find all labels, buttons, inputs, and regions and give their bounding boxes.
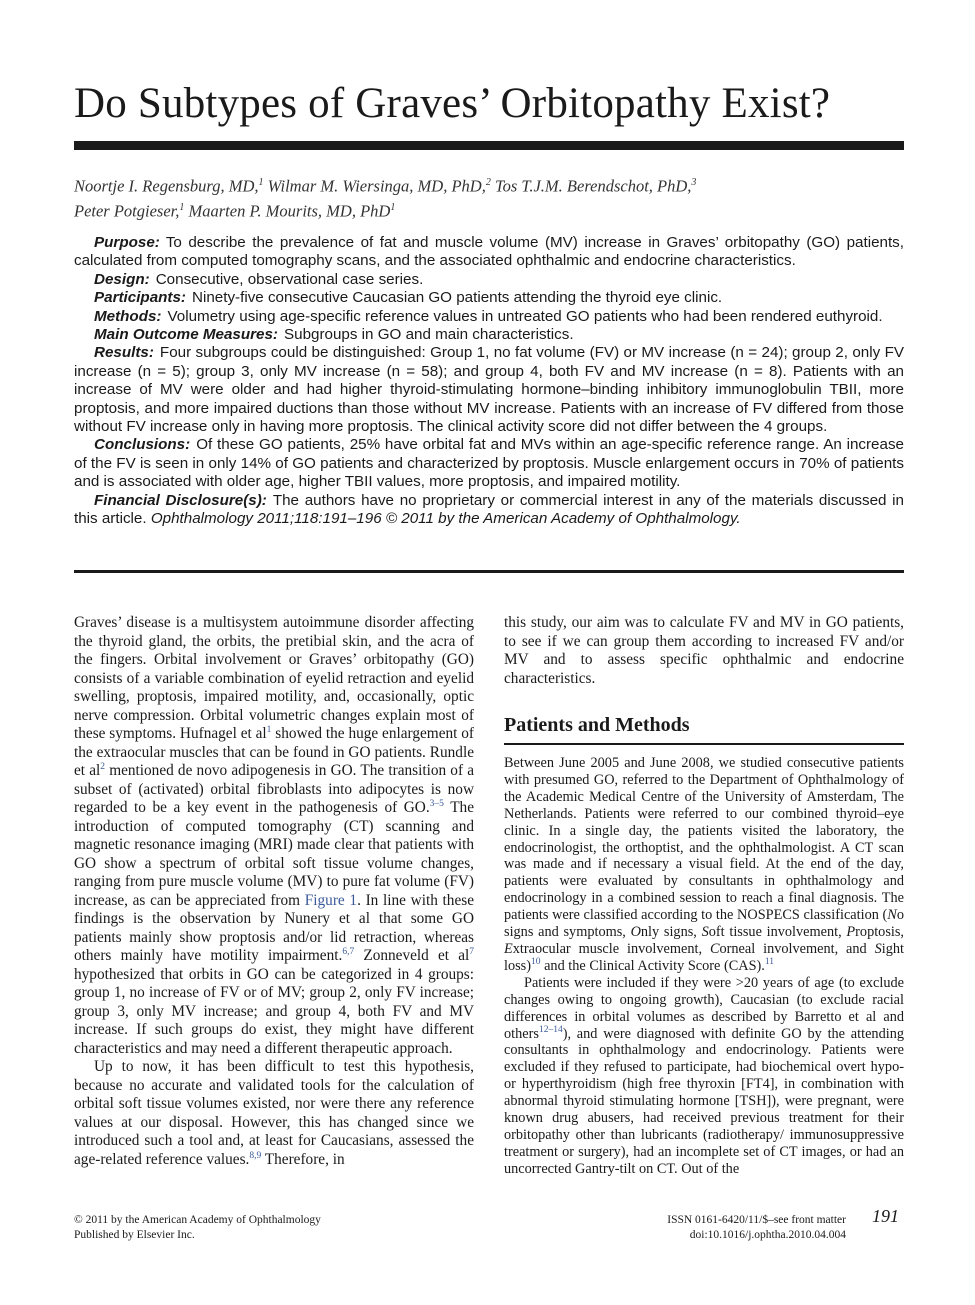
body-text: Up to now, it has been difficult to test this hypothesis, because no accurate and validated tools for the calculation of orbital soft tissue volumes existed, nor were there any reference values at our disposal. However, this has changed since we introduced such a tool and, at least for Caucasians, assessed the age-related reference values. [74, 1058, 474, 1168]
body-text: o signs and symptoms, [504, 907, 904, 941]
abstract-label: Results: [94, 344, 154, 362]
affiliation-marker: 1 [390, 201, 396, 213]
body-column-right [504, 614, 904, 1178]
reference-link[interactable]: 3–5 [429, 798, 444, 809]
author-name: Maarten P. Mourits, MD, PhD [184, 201, 391, 220]
body-text: Between June 2005 and June 2008, we studied consecutive patients with presumed GO, referred to the Department of Ophthalmology of the Academic Medical Centre of the University of Amsterdam, The Netherlands. Patients were referred to our combined thyroid–eye clinic. In a single day, the patients visited the laboratory, the endocrinologist, the orthoptist, and the ophthalmologist. A CT scan was made and if necessary a visual field. At the end of the day, patients were evaluated by consultants in ophthalmology and endocrinology in a combined session to reach a final diagnosis. The patients were classified according to the NOSPECS classification ( [504, 755, 904, 924]
abstract-label: Purpose: [94, 234, 160, 251]
body-text: . In line with these findings is the observation by Nunery et al that some GO patients mainly show proptosis and/or lid retraction, whereas others mainly have motility impairment. [74, 891, 474, 964]
author-line-1 [74, 172, 914, 197]
article-title: Do Subtypes of Graves’ Orbitopathy Exist? [74, 80, 831, 127]
reference-link[interactable]: 12–14 [538, 1024, 563, 1035]
affiliation-marker: 3 [691, 177, 697, 188]
body-text: S [874, 940, 882, 957]
body-text: S [701, 924, 709, 941]
reference-link[interactable]: 8,9 [249, 1150, 262, 1161]
body-text: E [504, 940, 513, 957]
abstract-text: Four subgroups could be distinguished: Group 1, no fat volume (FV) or MV increase (n = 24); group 2, only FV increase (n = 5); group 3, only MV increase (n = 58); and group 4, both FV and MV increase (n = 8). Patients with an increase of MV were older and had higher thyroid-stimulating hormone–binding inhibitory immunoglobulin TBII, more proptosis, and more impaired ductions than those without MV increase. Patients with an increase of FV differed from those without FV increase only in having more proptosis. The clinical activity score did not differ between the 4 groups. [74, 344, 904, 436]
body-paragraph [504, 755, 904, 975]
section-heading: Patients and Methods [504, 712, 904, 745]
affiliation-marker: 2 [485, 177, 491, 188]
body-column-left [74, 614, 474, 1169]
abstract-text: Consecutive, observational case series. [155, 270, 424, 288]
abstract-label: Conclusions: [94, 436, 191, 454]
body-text: xtraocular muscle involvement, [512, 940, 710, 957]
abstract-text: Volumetry using age-specific reference values in untreated GO patients who had been rendered euthyroid. [167, 307, 883, 325]
abstract-results [74, 344, 904, 436]
body-paragraph [74, 1058, 474, 1169]
body-text: ), and were diagnosed with definite GO by the attending consultants in ophthalmology and endocrinology. Patients were excluded if they refused to participate, had biochemical overt hypo- or hyperthyroidism (high free thyroxin [FT4], in combination with abnormal thyroid stimulating hormone [TSH]), were pregnant, were known drug abusers, had received previous treatment for their orbitopathy other than lubricants (radiotherapy/ immunosuppressive treatment or surgery), had an incomplete set of CT images, or had an uncorrected Gantry-tilt on CT. Out of the [504, 1025, 904, 1177]
journal-citation: Ophthalmology 2011;118:191–196 © 2011 by the American Academy of Ophthalmology. [150, 510, 741, 528]
body-text: nly signs, [640, 924, 702, 941]
author-name: Wilmar M. Wiersinga, MD, PhD, [263, 176, 486, 196]
abstract-purpose [74, 234, 904, 271]
abstract-rule [74, 570, 904, 573]
reference-link[interactable]: 2 [100, 761, 106, 772]
body-paragraph [504, 975, 904, 1178]
body-text: N [887, 907, 897, 924]
body-text: mentioned de novo adipogenesis in GO. The transition of a subset of (activated) orbital fibroblasts into adipocytes is now regarded to be a key event in the pathogenesis of GO. [74, 762, 475, 816]
body-text: C [709, 940, 720, 957]
body-text: O [630, 924, 641, 941]
body-text: Graves’ disease is a multisystem autoimmune disorder affecting the thyroid gland, the orbits, the pretibial skin, and the acra of the fingers. Orbital involvement or Graves’ orbitopathy (GO) consists of a variable combination of eyelid retraction and eyelid swelling, proptosis, impaired motility, and, occasionally, optic nerve compression. Orbital volumetric changes explain most of these symptoms. Hufnagel et al [74, 614, 474, 742]
footer-line: ISSN 0161-6420/11/$–see front matter [667, 1214, 846, 1226]
reference-link[interactable]: 10 [531, 957, 541, 968]
author-line-2 [74, 197, 914, 222]
body-text: Patients were included if they were >20 years of age (to exclude changes owing to ongoing growth), Caucasian (to exclude racial differences in orbital volumes as described by Barretto et al and others [504, 974, 904, 1042]
figure-link[interactable]: Figure 1 [304, 891, 358, 909]
abstract-text: The authors have no proprietary or commercial interest in any of the materials discussed in this article. [74, 491, 905, 528]
affiliation-marker: 1 [179, 201, 185, 213]
abstract-design [74, 271, 904, 289]
abstract-text: Ninety-five consecutive Caucasian GO patients attending the thyroid eye clinic. [192, 289, 723, 307]
body-text: and the Clinical Activity Score (CAS). [540, 957, 765, 974]
abstract-label: Main Outcome Measures: [94, 326, 278, 344]
abstract-disclosure [74, 492, 904, 529]
abstract-outcome [74, 326, 904, 344]
reference-link[interactable]: 1 [266, 724, 272, 735]
body-text: Zonneveld et al [354, 947, 470, 964]
abstract-label: Design: [94, 270, 150, 288]
abstract-label: Financial Disclosure(s): [94, 491, 267, 509]
abstract-text: Subgroups in GO and main characteristics. [284, 326, 574, 344]
author-name: Tos T.J.M. Berendschot, PhD, [490, 176, 692, 196]
abstract-text: To describe the prevalence of fat and muscle volume (MV) increase in Graves’ orbitopathy (GO) patients, calculated from computed tomography scans, and the associated ophthalmic and endocrine characteristics. [74, 234, 904, 270]
body-text: hypothesized that orbits in GO can be categorized in 4 groups: group 1, no increase of FV or of MV; group 2, only FV increase; group 3, only MV increase; and group 4, both FV and MV increase. If such groups do exist, they might have different characteristics and may need a different therapeutic approach. [74, 965, 474, 1057]
body-text: roptosis, [855, 924, 905, 941]
footer-copyright [74, 1213, 321, 1243]
body-paragraph: this study, our aim was to calculate FV and MV in GO patients, to see if we can group them according to increased FV and/or MV and to assess specific ophthalmic and endocrine characteristics. [504, 614, 904, 687]
body-text: The introduction of computed tomography (CT) scanning and magnetic resonance imaging (MRI) made clear that patients with GO show a spectrum of orbital soft tissue volume changes, ranging from pure muscle volume (MV) to pure fat volume (FV) increase, as can be appreciated from [74, 799, 474, 909]
author-name: Noortje I. Regensburg, MD, [74, 176, 259, 196]
footer-issn [620, 1213, 846, 1243]
body-text: orneal involvement, and [719, 940, 875, 957]
page-number: 191 [872, 1206, 899, 1226]
reference-link[interactable]: 6,7 [342, 946, 355, 957]
reference-link[interactable]: 11 [764, 957, 775, 968]
body-text: showed the huge enlargement of the extraocular muscles that can be found in GO patients. Rundle et al [74, 725, 474, 779]
abstract-conclusions [74, 436, 904, 491]
reference-link[interactable]: 7 [469, 946, 475, 957]
author-name: Peter Potgieser, [74, 201, 180, 220]
abstract-label: Methods: [94, 307, 162, 325]
body-paragraph [74, 614, 474, 1058]
body-text: oft tissue involvement, [708, 924, 847, 941]
title-rule [74, 141, 904, 150]
body-text: ight loss) [504, 940, 904, 974]
author-list [74, 172, 914, 221]
footer-line: © 2011 by the American Academy of Ophthalmology [74, 1214, 321, 1226]
body-text: Therefore, in [261, 1150, 345, 1168]
doi-link[interactable]: doi:10.1016/j.ophtha.2010.04.004 [689, 1229, 846, 1241]
abstract-label: Participants: [94, 289, 186, 307]
abstract-text: Of these GO patients, 25% have orbital fat and MVs within an age-specific reference range. An increase of the FV is seen in only 14% of GO patients and characterized by proptosis. Muscle enlargement occurs in 70% of patients and is associated with older age, higher TBII values, more proptosis, and impaired motility. [74, 436, 904, 491]
abstract-participants [74, 289, 904, 307]
footer-line: Published by Elsevier Inc. [74, 1229, 195, 1241]
body-text: P [846, 924, 856, 941]
abstract [74, 234, 904, 529]
abstract-methods [74, 308, 904, 326]
affiliation-marker: 1 [258, 177, 264, 188]
